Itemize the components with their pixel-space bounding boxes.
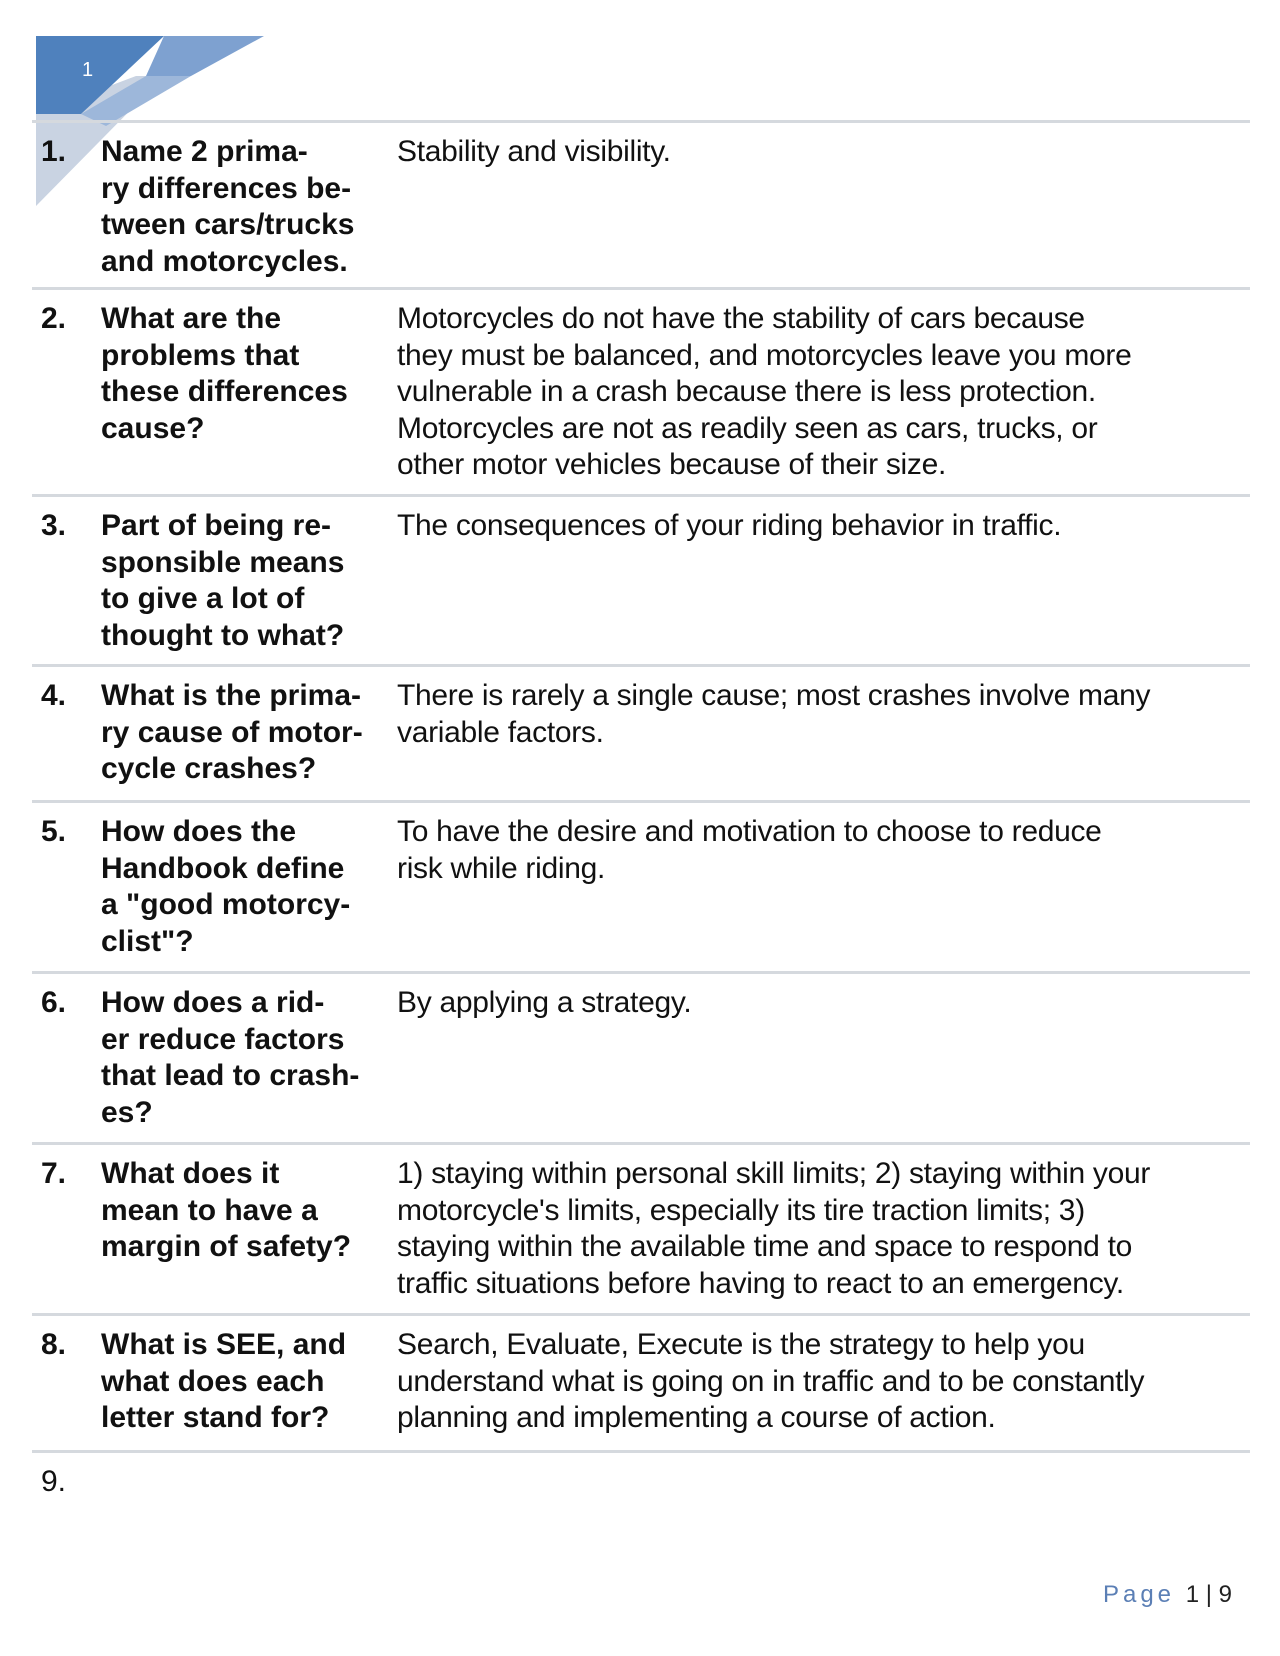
qa-row-4 [32, 664, 1250, 800]
qa-row-9 [32, 1450, 1250, 1510]
question-number: 7. [41, 1157, 67, 1190]
question-number: 5. [41, 815, 67, 848]
qa-row-6 [32, 971, 1250, 1142]
qa-row-8 [32, 1313, 1250, 1450]
page-word: Page [1102, 1581, 1176, 1608]
answer-text: There is rarely a single cause; most crashes involve many variable factors. [397, 679, 1151, 749]
question-text: What does it mean to have a margin of safety? [101, 1157, 352, 1263]
page-total: 9 [1218, 1581, 1232, 1608]
qa-row-2 [32, 287, 1250, 494]
question-number: 9. [41, 1465, 67, 1498]
qa-row-1 [32, 120, 1250, 287]
qa-list [32, 120, 1250, 1510]
question-number: 4. [41, 679, 67, 712]
page-current: 1 [1185, 1581, 1200, 1608]
question-text: What are the problems that these differences cause? [101, 302, 348, 445]
answer-text: Stability and visibility. [397, 135, 671, 168]
answer-text: 1) staying within personal skill limits; 2) staying within your motorcycle's limits, especially its tire traction limits; 3) staying within the available time and space to respond to traffic situations before having to react to an emergency. [397, 1157, 1151, 1300]
page-footer [1103, 1581, 1232, 1609]
qa-row-3 [32, 494, 1250, 664]
question-text: What is the prima- ry cause of motor- cycle crashes? [101, 679, 363, 785]
question-number: 3. [41, 509, 67, 542]
question-number: 1. [41, 135, 67, 168]
question-text: Name 2 prima- ry differences be- tween cars/trucks and motorcycles. [101, 135, 355, 278]
answer-text: By applying a strategy. [397, 986, 692, 1019]
answer-text: Motorcycles do not have the stability of cars because they must be balanced, and motorcycles leave you more vulnerable in a crash because there is less protection. Motorcycles are not as readily seen as cars, trucks, or other motor vehicles because of their size. [397, 302, 1132, 481]
question-text: How does the Handbook define a "good motorcy- clist"? [101, 815, 351, 958]
question-text: What is SEE, and what does each letter stand for? [101, 1328, 347, 1434]
question-text: Part of being re- sponsible means to give a lot of thought to what? [101, 509, 345, 652]
page-separator: | [1205, 1581, 1212, 1608]
question-text: How does a rid- er reduce factors that lead to crash- es? [101, 986, 360, 1129]
question-number: 6. [41, 986, 67, 1019]
corner-page-number: 1 [82, 59, 94, 81]
question-number: 8. [41, 1328, 67, 1361]
answer-text: Search, Evaluate, Execute is the strategy to help you understand what is going on in traffic and to be constantly planning and implementing a course of action. [397, 1328, 1145, 1434]
qa-row-7 [32, 1142, 1250, 1313]
qa-row-5 [32, 800, 1250, 971]
corner-light-wedge [146, 36, 264, 76]
question-number: 2. [41, 302, 67, 335]
answer-text: To have the desire and motivation to choose to reduce risk while riding. [397, 815, 1102, 885]
answer-text: The consequences of your riding behavior in traffic. [397, 509, 1062, 542]
